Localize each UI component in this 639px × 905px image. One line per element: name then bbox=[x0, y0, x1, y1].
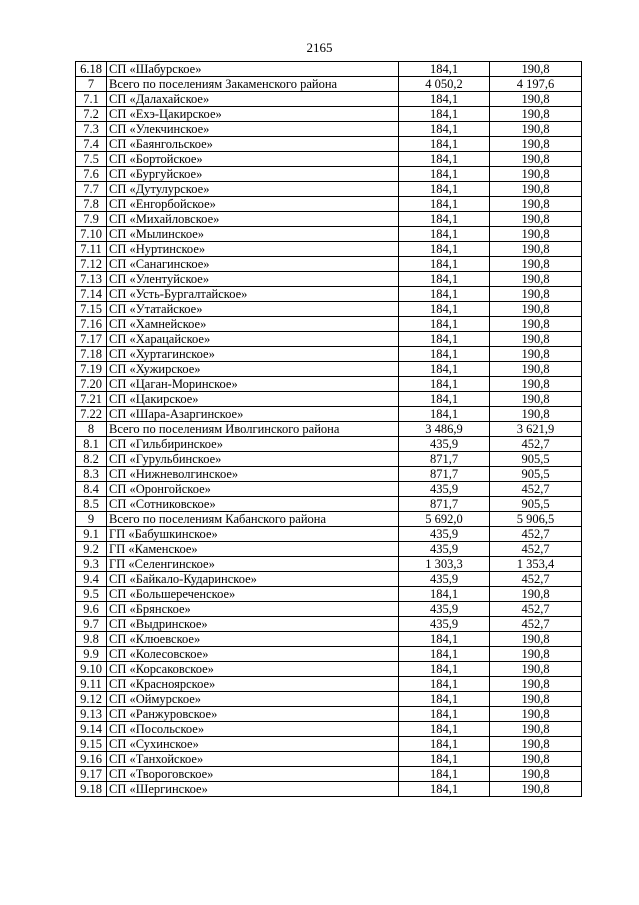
value-2-cell: 452,7 bbox=[490, 602, 582, 617]
settlement-name-cell: СП «Хужирское» bbox=[107, 362, 399, 377]
value-1-cell: 184,1 bbox=[399, 107, 490, 122]
row-number-cell: 9.9 bbox=[76, 647, 107, 662]
settlement-name-cell: СП «Баянгольское» bbox=[107, 137, 399, 152]
row-number-cell: 7.18 bbox=[76, 347, 107, 362]
row-number-cell: 7.12 bbox=[76, 257, 107, 272]
table-row bbox=[76, 107, 582, 122]
row-number-cell: 7.20 bbox=[76, 377, 107, 392]
table-body bbox=[76, 62, 582, 797]
value-1-cell: 184,1 bbox=[399, 722, 490, 737]
table-row bbox=[76, 317, 582, 332]
settlement-name-cell: СП «Танхойское» bbox=[107, 752, 399, 767]
value-2-cell: 190,8 bbox=[490, 362, 582, 377]
value-2-cell: 190,8 bbox=[490, 317, 582, 332]
settlement-name-cell: СП «Мылинское» bbox=[107, 227, 399, 242]
value-1-cell: 184,1 bbox=[399, 392, 490, 407]
value-2-cell: 190,8 bbox=[490, 167, 582, 182]
table-row bbox=[76, 692, 582, 707]
value-1-cell: 871,7 bbox=[399, 452, 490, 467]
value-1-cell: 184,1 bbox=[399, 137, 490, 152]
settlement-name-cell: СП «Сотниковское» bbox=[107, 497, 399, 512]
settlement-name-cell: СП «Хамнейское» bbox=[107, 317, 399, 332]
value-1-cell: 184,1 bbox=[399, 677, 490, 692]
value-2-cell: 190,8 bbox=[490, 152, 582, 167]
value-2-cell: 190,8 bbox=[490, 767, 582, 782]
value-1-cell: 435,9 bbox=[399, 602, 490, 617]
settlement-name-cell: ГП «Каменское» bbox=[107, 542, 399, 557]
settlement-name-cell: СП «Клюевское» bbox=[107, 632, 399, 647]
value-2-cell: 452,7 bbox=[490, 542, 582, 557]
settlement-name-cell: СП «Корсаковское» bbox=[107, 662, 399, 677]
table-row bbox=[76, 722, 582, 737]
value-2-cell: 190,8 bbox=[490, 632, 582, 647]
value-2-cell: 190,8 bbox=[490, 302, 582, 317]
row-number-cell: 7.22 bbox=[76, 407, 107, 422]
table-row bbox=[76, 662, 582, 677]
value-2-cell: 190,8 bbox=[490, 332, 582, 347]
settlement-name-cell: СП «Нуртинское» bbox=[107, 242, 399, 257]
value-2-cell: 452,7 bbox=[490, 437, 582, 452]
settlement-name-cell: СП «Цакирское» bbox=[107, 392, 399, 407]
table-row bbox=[76, 587, 582, 602]
value-1-cell: 184,1 bbox=[399, 662, 490, 677]
row-number-cell: 7.8 bbox=[76, 197, 107, 212]
table-row bbox=[76, 182, 582, 197]
settlement-name-cell: СП «Выдринское» bbox=[107, 617, 399, 632]
settlement-name-cell: СП «Ехэ-Цакирское» bbox=[107, 107, 399, 122]
row-number-cell: 9.14 bbox=[76, 722, 107, 737]
value-2-cell: 3 621,9 bbox=[490, 422, 582, 437]
table-row bbox=[76, 737, 582, 752]
value-2-cell: 905,5 bbox=[490, 497, 582, 512]
table-row bbox=[76, 707, 582, 722]
value-1-cell: 435,9 bbox=[399, 437, 490, 452]
settlement-name-cell: СП «Большереченское» bbox=[107, 587, 399, 602]
row-number-cell: 8.3 bbox=[76, 467, 107, 482]
value-1-cell: 184,1 bbox=[399, 122, 490, 137]
table-row bbox=[76, 197, 582, 212]
value-1-cell: 4 050,2 bbox=[399, 77, 490, 92]
value-1-cell: 184,1 bbox=[399, 242, 490, 257]
table-row bbox=[76, 422, 582, 437]
value-2-cell: 190,8 bbox=[490, 737, 582, 752]
value-1-cell: 184,1 bbox=[399, 692, 490, 707]
settlement-name-cell: СП «Оронгойское» bbox=[107, 482, 399, 497]
settlement-name-cell: СП «Михайловское» bbox=[107, 212, 399, 227]
row-number-cell: 9.16 bbox=[76, 752, 107, 767]
value-1-cell: 184,1 bbox=[399, 152, 490, 167]
row-number-cell: 7.15 bbox=[76, 302, 107, 317]
value-1-cell: 184,1 bbox=[399, 752, 490, 767]
row-number-cell: 9.7 bbox=[76, 617, 107, 632]
value-2-cell: 190,8 bbox=[490, 407, 582, 422]
value-1-cell: 184,1 bbox=[399, 167, 490, 182]
row-number-cell: 9.17 bbox=[76, 767, 107, 782]
row-number-cell: 7.14 bbox=[76, 287, 107, 302]
value-1-cell: 184,1 bbox=[399, 782, 490, 797]
settlement-name-cell: СП «Улекчинское» bbox=[107, 122, 399, 137]
row-number-cell: 7.16 bbox=[76, 317, 107, 332]
value-1-cell: 184,1 bbox=[399, 317, 490, 332]
settlement-name-cell: СП «Посольское» bbox=[107, 722, 399, 737]
row-number-cell: 9.6 bbox=[76, 602, 107, 617]
row-number-cell: 7.6 bbox=[76, 167, 107, 182]
value-2-cell: 190,8 bbox=[490, 107, 582, 122]
row-number-cell: 7.4 bbox=[76, 137, 107, 152]
table-row bbox=[76, 647, 582, 662]
value-2-cell: 190,8 bbox=[490, 62, 582, 77]
value-1-cell: 184,1 bbox=[399, 62, 490, 77]
row-number-cell: 7.13 bbox=[76, 272, 107, 287]
page-number: 2165 bbox=[306, 40, 333, 55]
value-1-cell: 435,9 bbox=[399, 482, 490, 497]
table-row bbox=[76, 527, 582, 542]
row-number-cell: 7.9 bbox=[76, 212, 107, 227]
value-2-cell: 452,7 bbox=[490, 482, 582, 497]
row-number-cell: 9.13 bbox=[76, 707, 107, 722]
value-2-cell: 4 197,6 bbox=[490, 77, 582, 92]
row-number-cell: 9.18 bbox=[76, 782, 107, 797]
value-2-cell: 190,8 bbox=[490, 272, 582, 287]
value-1-cell: 184,1 bbox=[399, 362, 490, 377]
value-2-cell: 190,8 bbox=[490, 377, 582, 392]
settlement-name-cell: СП «Бортойское» bbox=[107, 152, 399, 167]
table-row bbox=[76, 242, 582, 257]
value-2-cell: 190,8 bbox=[490, 752, 582, 767]
row-number-cell: 9.3 bbox=[76, 557, 107, 572]
value-1-cell: 1 303,3 bbox=[399, 557, 490, 572]
value-2-cell: 190,8 bbox=[490, 242, 582, 257]
value-1-cell: 184,1 bbox=[399, 632, 490, 647]
row-number-cell: 7.3 bbox=[76, 122, 107, 137]
value-1-cell: 435,9 bbox=[399, 527, 490, 542]
table-row bbox=[76, 287, 582, 302]
table-row bbox=[76, 377, 582, 392]
settlement-name-cell: СП «Гильбиринское» bbox=[107, 437, 399, 452]
row-number-cell: 7.19 bbox=[76, 362, 107, 377]
value-1-cell: 184,1 bbox=[399, 347, 490, 362]
value-1-cell: 435,9 bbox=[399, 572, 490, 587]
row-number-cell: 7.7 bbox=[76, 182, 107, 197]
value-2-cell: 190,8 bbox=[490, 137, 582, 152]
value-1-cell: 184,1 bbox=[399, 212, 490, 227]
settlement-name-cell: СП «Красноярское» bbox=[107, 677, 399, 692]
table-row bbox=[76, 572, 582, 587]
table-row bbox=[76, 302, 582, 317]
value-2-cell: 190,8 bbox=[490, 782, 582, 797]
row-number-cell: 7.10 bbox=[76, 227, 107, 242]
table-row bbox=[76, 62, 582, 77]
value-1-cell: 184,1 bbox=[399, 737, 490, 752]
value-1-cell: 184,1 bbox=[399, 287, 490, 302]
row-number-cell: 7.17 bbox=[76, 332, 107, 347]
table-row bbox=[76, 392, 582, 407]
settlement-name-cell: СП «Шара-Азаргинское» bbox=[107, 407, 399, 422]
row-number-cell: 8.4 bbox=[76, 482, 107, 497]
table-row bbox=[76, 677, 582, 692]
value-2-cell: 190,8 bbox=[490, 212, 582, 227]
row-number-cell: 9.5 bbox=[76, 587, 107, 602]
value-1-cell: 184,1 bbox=[399, 377, 490, 392]
value-2-cell: 905,5 bbox=[490, 467, 582, 482]
settlement-name-cell: СП «Сухинское» bbox=[107, 737, 399, 752]
settlement-name-cell: Всего по поселениям Иволгинского района bbox=[107, 422, 399, 437]
row-number-cell: 7.21 bbox=[76, 392, 107, 407]
table-row bbox=[76, 272, 582, 287]
value-1-cell: 184,1 bbox=[399, 332, 490, 347]
value-2-cell: 190,8 bbox=[490, 287, 582, 302]
row-number-cell: 9.10 bbox=[76, 662, 107, 677]
settlement-name-cell: СП «Улентуйское» bbox=[107, 272, 399, 287]
row-number-cell: 9.4 bbox=[76, 572, 107, 587]
table-row bbox=[76, 407, 582, 422]
settlement-name-cell: ГП «Селенгинское» bbox=[107, 557, 399, 572]
table-row bbox=[76, 512, 582, 527]
row-number-cell: 9.8 bbox=[76, 632, 107, 647]
table-row bbox=[76, 212, 582, 227]
settlement-name-cell: СП «Шергинское» bbox=[107, 782, 399, 797]
value-2-cell: 452,7 bbox=[490, 572, 582, 587]
table-row bbox=[76, 632, 582, 647]
settlement-name-cell: СП «Енгорбойское» bbox=[107, 197, 399, 212]
value-1-cell: 871,7 bbox=[399, 467, 490, 482]
settlement-name-cell: СП «Утатайское» bbox=[107, 302, 399, 317]
settlement-name-cell: СП «Гурульбинское» bbox=[107, 452, 399, 467]
value-2-cell: 190,8 bbox=[490, 197, 582, 212]
settlement-name-cell: СП «Санагинское» bbox=[107, 257, 399, 272]
value-2-cell: 190,8 bbox=[490, 647, 582, 662]
table-row bbox=[76, 137, 582, 152]
table-row bbox=[76, 92, 582, 107]
row-number-cell: 6.18 bbox=[76, 62, 107, 77]
value-2-cell: 190,8 bbox=[490, 677, 582, 692]
value-1-cell: 184,1 bbox=[399, 767, 490, 782]
settlement-name-cell: СП «Твороговское» bbox=[107, 767, 399, 782]
table-row bbox=[76, 782, 582, 797]
row-number-cell: 8.5 bbox=[76, 497, 107, 512]
settlement-name-cell: СП «Байкало-Кударинское» bbox=[107, 572, 399, 587]
settlement-name-cell: ГП «Бабушкинское» bbox=[107, 527, 399, 542]
row-number-cell: 9.11 bbox=[76, 677, 107, 692]
settlement-name-cell: Всего по поселениям Кабанского района bbox=[107, 512, 399, 527]
table-row bbox=[76, 617, 582, 632]
value-2-cell: 190,8 bbox=[490, 122, 582, 137]
value-1-cell: 184,1 bbox=[399, 407, 490, 422]
value-2-cell: 452,7 bbox=[490, 617, 582, 632]
settlement-name-cell: СП «Нижневолгинское» bbox=[107, 467, 399, 482]
value-1-cell: 184,1 bbox=[399, 707, 490, 722]
row-number-cell: 7.1 bbox=[76, 92, 107, 107]
value-1-cell: 871,7 bbox=[399, 497, 490, 512]
table-row bbox=[76, 362, 582, 377]
value-2-cell: 5 906,5 bbox=[490, 512, 582, 527]
value-2-cell: 190,8 bbox=[490, 392, 582, 407]
settlement-name-cell: СП «Хуртагинское» bbox=[107, 347, 399, 362]
value-1-cell: 184,1 bbox=[399, 647, 490, 662]
table-row bbox=[76, 227, 582, 242]
settlement-name-cell: СП «Брянское» bbox=[107, 602, 399, 617]
row-number-cell: 9 bbox=[76, 512, 107, 527]
table-row bbox=[76, 752, 582, 767]
value-2-cell: 190,8 bbox=[490, 722, 582, 737]
row-number-cell: 8.1 bbox=[76, 437, 107, 452]
settlement-name-cell: СП «Колесовское» bbox=[107, 647, 399, 662]
settlement-name-cell: СП «Шабурское» bbox=[107, 62, 399, 77]
table-row bbox=[76, 167, 582, 182]
settlement-name-cell: СП «Усть-Бургалтайское» bbox=[107, 287, 399, 302]
value-1-cell: 3 486,9 bbox=[399, 422, 490, 437]
row-number-cell: 9.2 bbox=[76, 542, 107, 557]
table-row bbox=[76, 482, 582, 497]
value-2-cell: 190,8 bbox=[490, 257, 582, 272]
settlement-name-cell: СП «Оймурское» bbox=[107, 692, 399, 707]
table-row bbox=[76, 77, 582, 92]
value-1-cell: 184,1 bbox=[399, 197, 490, 212]
value-2-cell: 190,8 bbox=[490, 662, 582, 677]
row-number-cell: 7.11 bbox=[76, 242, 107, 257]
value-2-cell: 190,8 bbox=[490, 707, 582, 722]
value-2-cell: 190,8 bbox=[490, 347, 582, 362]
table-row bbox=[76, 767, 582, 782]
table-row bbox=[76, 467, 582, 482]
value-1-cell: 435,9 bbox=[399, 617, 490, 632]
value-1-cell: 184,1 bbox=[399, 182, 490, 197]
row-number-cell: 7 bbox=[76, 77, 107, 92]
value-2-cell: 452,7 bbox=[490, 527, 582, 542]
row-number-cell: 8.2 bbox=[76, 452, 107, 467]
table-row bbox=[76, 497, 582, 512]
value-2-cell: 190,8 bbox=[490, 92, 582, 107]
table-row bbox=[76, 602, 582, 617]
settlement-name-cell: СП «Цаган-Моринское» bbox=[107, 377, 399, 392]
value-1-cell: 184,1 bbox=[399, 227, 490, 242]
table-row bbox=[76, 452, 582, 467]
row-number-cell: 9.1 bbox=[76, 527, 107, 542]
table-row bbox=[76, 257, 582, 272]
value-2-cell: 190,8 bbox=[490, 692, 582, 707]
settlement-name-cell: Всего по поселениям Закаменского района bbox=[107, 77, 399, 92]
value-1-cell: 184,1 bbox=[399, 257, 490, 272]
value-2-cell: 1 353,4 bbox=[490, 557, 582, 572]
value-2-cell: 905,5 bbox=[490, 452, 582, 467]
value-2-cell: 190,8 bbox=[490, 182, 582, 197]
row-number-cell: 7.5 bbox=[76, 152, 107, 167]
row-number-cell: 8 bbox=[76, 422, 107, 437]
row-number-cell: 7.2 bbox=[76, 107, 107, 122]
table-row bbox=[76, 152, 582, 167]
row-number-cell: 9.12 bbox=[76, 692, 107, 707]
settlement-name-cell: СП «Далахайское» bbox=[107, 92, 399, 107]
table-row bbox=[76, 332, 582, 347]
settlement-name-cell: СП «Бургуйское» bbox=[107, 167, 399, 182]
value-2-cell: 190,8 bbox=[490, 587, 582, 602]
table-row bbox=[76, 122, 582, 137]
value-1-cell: 184,1 bbox=[399, 92, 490, 107]
value-1-cell: 5 692,0 bbox=[399, 512, 490, 527]
settlement-name-cell: СП «Ранжуровское» bbox=[107, 707, 399, 722]
allocation-table bbox=[75, 61, 582, 797]
settlement-name-cell: СП «Дутулурское» bbox=[107, 182, 399, 197]
settlement-name-cell: СП «Харацайское» bbox=[107, 332, 399, 347]
row-number-cell: 9.15 bbox=[76, 737, 107, 752]
value-1-cell: 435,9 bbox=[399, 542, 490, 557]
value-1-cell: 184,1 bbox=[399, 272, 490, 287]
table-row bbox=[76, 542, 582, 557]
value-1-cell: 184,1 bbox=[399, 302, 490, 317]
table-row bbox=[76, 347, 582, 362]
table-row bbox=[76, 557, 582, 572]
value-2-cell: 190,8 bbox=[490, 227, 582, 242]
value-1-cell: 184,1 bbox=[399, 587, 490, 602]
table-row bbox=[76, 437, 582, 452]
